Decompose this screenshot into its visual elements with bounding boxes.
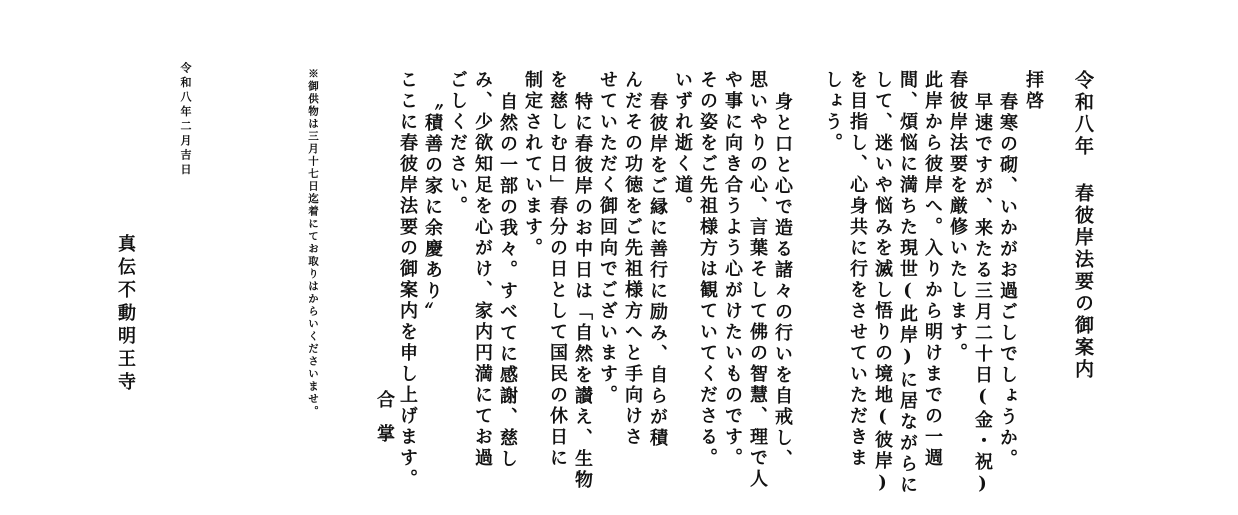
temple-name: 真伝不動明王寺 [115, 234, 136, 395]
greeting: 拝啓 [1023, 70, 1044, 112]
body-line: 特に春彼岸のお中日は「自然を讃え、生物 [572, 92, 593, 491]
letter-date: 令和八年二月吉日 [179, 62, 192, 178]
body-line: 早速ですが、来たる三月二十日(金・祝) [972, 92, 993, 497]
closing-gassho: 合掌 [374, 390, 395, 458]
body-line: しょう。 [822, 70, 843, 154]
body-line: 〝積善の家に余慶あり〟 [422, 92, 443, 323]
offering-note: ※御供物は三月十七日迄着にてお取りはからいくださいませ。 [307, 68, 319, 418]
body-line: 春寒の砌、いかがお過ごしでしょうか。 [997, 92, 1018, 470]
body-line: せていただく御回向でございます。 [597, 70, 618, 406]
body-line: 自然の一部の我々。すべてに感謝、慈し [497, 92, 518, 470]
body-line: を目指し、心身共に行をさせていただきま [847, 70, 868, 469]
body-line: その姿をご先祖様方は観ていてくださる。 [697, 70, 718, 469]
body-line: して、迷いや悩みを滅し悟りの境地(彼岸) [872, 70, 893, 496]
letter-title: 令和八年 春彼岸法要の御案内 [1072, 70, 1094, 381]
body-line: 春彼岸をご縁に善行に励み、自らが積 [647, 92, 668, 449]
body-line: み、少欲知足を心がけ、家内円満にてお過 [472, 70, 493, 469]
body-line: 制定されています。 [522, 70, 543, 259]
body-line: 間、煩悩に満ちた現世(此岸)に居ながらに [897, 70, 918, 496]
body-line: や事に向き合うよう心がけたいものです。 [722, 70, 743, 469]
body-line: を慈しむ日」春分の日として国民の休日に [547, 70, 568, 469]
body-line: 此岸から彼岸へ。入りから明けまでの一週 [922, 70, 943, 469]
body-line: 身と口と心で造る諸々の行いを自戒し、 [772, 92, 793, 470]
body-line: 思いやりの心、言葉そして佛の智慧、理で人 [747, 70, 768, 490]
body-line: 春彼岸法要を厳修いたします。 [947, 70, 968, 364]
body-line: んだその功徳をご先祖様方へと手向けさ [622, 70, 643, 448]
body-line: いずれ逝く道。 [672, 70, 693, 217]
body-line: ここに春彼岸法要の御案内を申し上げます。 [397, 70, 418, 490]
body-line: ごしください。 [447, 70, 468, 217]
